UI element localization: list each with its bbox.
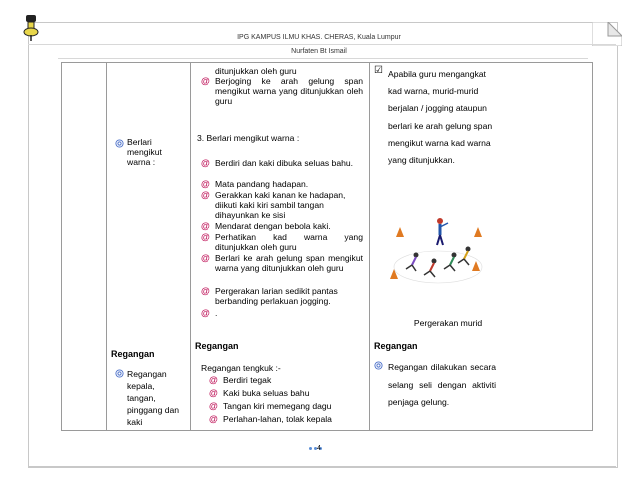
illustration-caption: Pergerakan murid xyxy=(413,318,483,328)
step-item: Berdiri dan kaki dibuka seluas bahu. xyxy=(215,158,354,168)
step-item: Berlari ke arah gelung span mengikut warna yang ditunjukkan oleh guru xyxy=(215,253,363,273)
regangan-note: Regangan dilakukan secara selang seli dengan aktiviti penjaga gelung. xyxy=(388,362,496,407)
item-berlari: Berlari mengikut warna : xyxy=(127,137,162,167)
header-divider-2 xyxy=(58,58,588,59)
header-author: Nurfaten Bt Ismail xyxy=(291,48,347,55)
step-item: Mata pandang hadapan. xyxy=(215,179,309,189)
bullet-icon: @ xyxy=(209,401,218,411)
bullet-icon: @ xyxy=(201,76,210,86)
regangan-intro: Regangan tengkuk :- xyxy=(201,363,281,373)
bullet-icon: @ xyxy=(201,253,210,263)
regangan-heading: Regangan xyxy=(111,349,155,359)
students-running-illustration xyxy=(390,215,490,287)
checkbox-icon: ☑ xyxy=(374,65,383,76)
bullet-icon: @ xyxy=(201,158,210,168)
regangan-heading: Regangan xyxy=(195,341,239,351)
step-item: . xyxy=(215,308,218,318)
step-joging: Berjoging ke arah gelung span mengikut warna yang ditunjukkan oleh guru xyxy=(215,76,363,106)
bullet-icon: @ xyxy=(209,414,218,424)
bullet-icon: @ xyxy=(201,179,210,189)
step-continued: ditunjukkan oleh guru xyxy=(215,66,297,76)
bullet-icon: @ xyxy=(209,375,218,385)
bullet-icon: @ xyxy=(201,221,210,231)
regangan-step: Perlahan-lahan, tolak kepala xyxy=(223,414,332,424)
bullet-icon: @ xyxy=(209,388,218,398)
regangan-step: Tangan kiri memegang dagu xyxy=(223,401,332,411)
header-divider xyxy=(28,44,616,45)
table-cell-activity xyxy=(107,63,191,431)
note-text: Apabila guru mengangkat kad warna, murid-murid berjalan / jogging ataupun berlari ke arah gelung span mengikut warna kad warna yang ditunjukkan. xyxy=(388,69,493,166)
bullet-icon: @ xyxy=(201,286,210,296)
page-number: 4 xyxy=(317,445,321,452)
header-institution: IPG KAMPUS ILMU KHAS. CHERAS, Kuala Lumpur xyxy=(237,34,401,41)
regangan-step: Kaki buka seluas bahu xyxy=(223,388,310,398)
bullet-icon: @ xyxy=(201,232,210,242)
table-cell-notes xyxy=(370,63,593,431)
step-item: Mendarat dengan bebola kaki. xyxy=(215,221,331,231)
step-item: Pergerakan larian sedikit pantas berbanding perlakuan jogging. xyxy=(215,286,338,306)
step-item: Gerakkan kaki kanan ke hadapan, diikuti kaki kiri sambil tangan dihayunkan ke sisi xyxy=(215,190,346,220)
table-cell-steps xyxy=(191,63,370,431)
lesson-table xyxy=(61,62,593,431)
regangan-step: Berdiri tegak xyxy=(223,375,272,385)
bullet-icon: @ xyxy=(201,190,210,200)
section-3-title: 3. Berlari mengikut warna : xyxy=(197,133,300,143)
table-cell-blank xyxy=(62,63,107,431)
spiral-bullet-icon xyxy=(115,369,124,378)
item-regangan: Regangan kepala, tangan, pinggang dan kaki xyxy=(127,369,180,427)
regangan-heading: Regangan xyxy=(374,341,418,351)
step-item: Perhatikan kad warna yang ditunjukkan oleh guru xyxy=(215,232,363,252)
spiral-bullet-icon xyxy=(374,361,383,370)
spiral-bullet-icon xyxy=(115,139,124,148)
bullet-icon: @ xyxy=(201,308,210,318)
page-bottom-border xyxy=(28,466,616,467)
